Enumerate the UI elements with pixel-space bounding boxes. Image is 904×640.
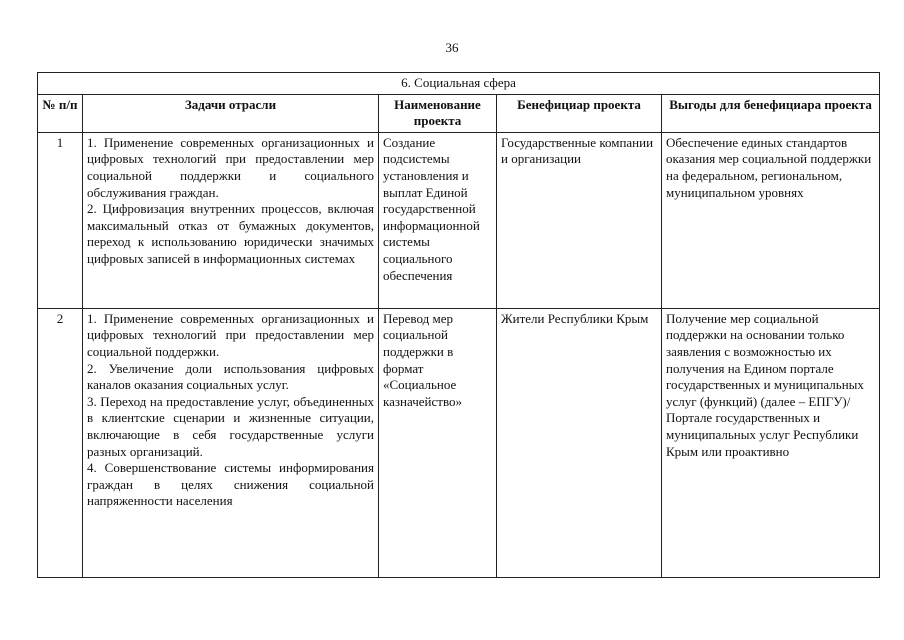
row-number: 1 (38, 132, 83, 308)
table-row (38, 132, 880, 308)
header-project-name: Наименование проекта (379, 94, 497, 132)
task-item: 2. Цифровизация внутренних процессов, включая максимальный отказ от бумажных документов, переход к использованию юридически значимых цифровых записей в информационных системах (87, 201, 374, 266)
project-name-cell: Создание подсистемы установления и выплат Единой государственной информационной системы социального обеспечения (379, 132, 497, 308)
page-number: 36 (445, 40, 459, 55)
project-name-cell: Перевод мер социальной поддержки в формат «Социальное казначейство» (379, 308, 497, 577)
header-beneficiary: Бенефициар проекта (497, 94, 662, 132)
social-sphere-table (37, 72, 880, 578)
table-row (38, 308, 880, 577)
task-item: 3. Переход на предоставление услуг, объединенных в клиентские сценарии и жизненные ситуации, включающие в себя государственные услуги разных организаций. (87, 393, 374, 459)
task-item: 4. Совершенствование системы информирования граждан в целях снижения социальной напряженности населения (87, 460, 374, 509)
row-number: 2 (38, 308, 83, 577)
benefits-cell: Получение мер социальной поддержки на основании только заявления с возможностью их получения на Едином портале государственных и муниципальных услуг (функций) (далее – ЕПГУ)/Портале государственных и муниципальных услуг Республики Крым или проактивно (662, 308, 880, 577)
header-row (38, 94, 880, 132)
beneficiary-cell: Жители Республики Крым (497, 308, 662, 577)
task-item: 1. Применение современных организационных и цифровых технологий при предоставлении мер социальной поддержки. (87, 310, 374, 359)
header-tasks: Задачи отрасли (83, 94, 379, 132)
benefits-cell: Обеспечение единых стандартов оказания мер социальной поддержки на федеральном, региональном, муниципальном уровнях (662, 132, 880, 308)
task-item: 1. Применение современных организационных и цифровых технологий при предоставлении мер социальной поддержки и социального обслуживания граждан. (87, 134, 374, 200)
header-benefits: Выгоды для бенефициара проекта (662, 94, 880, 132)
header-num: № п/п (38, 94, 83, 132)
tasks-cell (83, 132, 379, 308)
section-title-row (38, 73, 880, 95)
tasks-cell (83, 308, 379, 577)
task-item: 2. Увеличение доли использования цифровых каналов оказания социальных услуг. (87, 360, 374, 393)
beneficiary-cell: Государственные компании и организации (497, 132, 662, 308)
section-title: 6. Социальная сфера (38, 73, 880, 95)
